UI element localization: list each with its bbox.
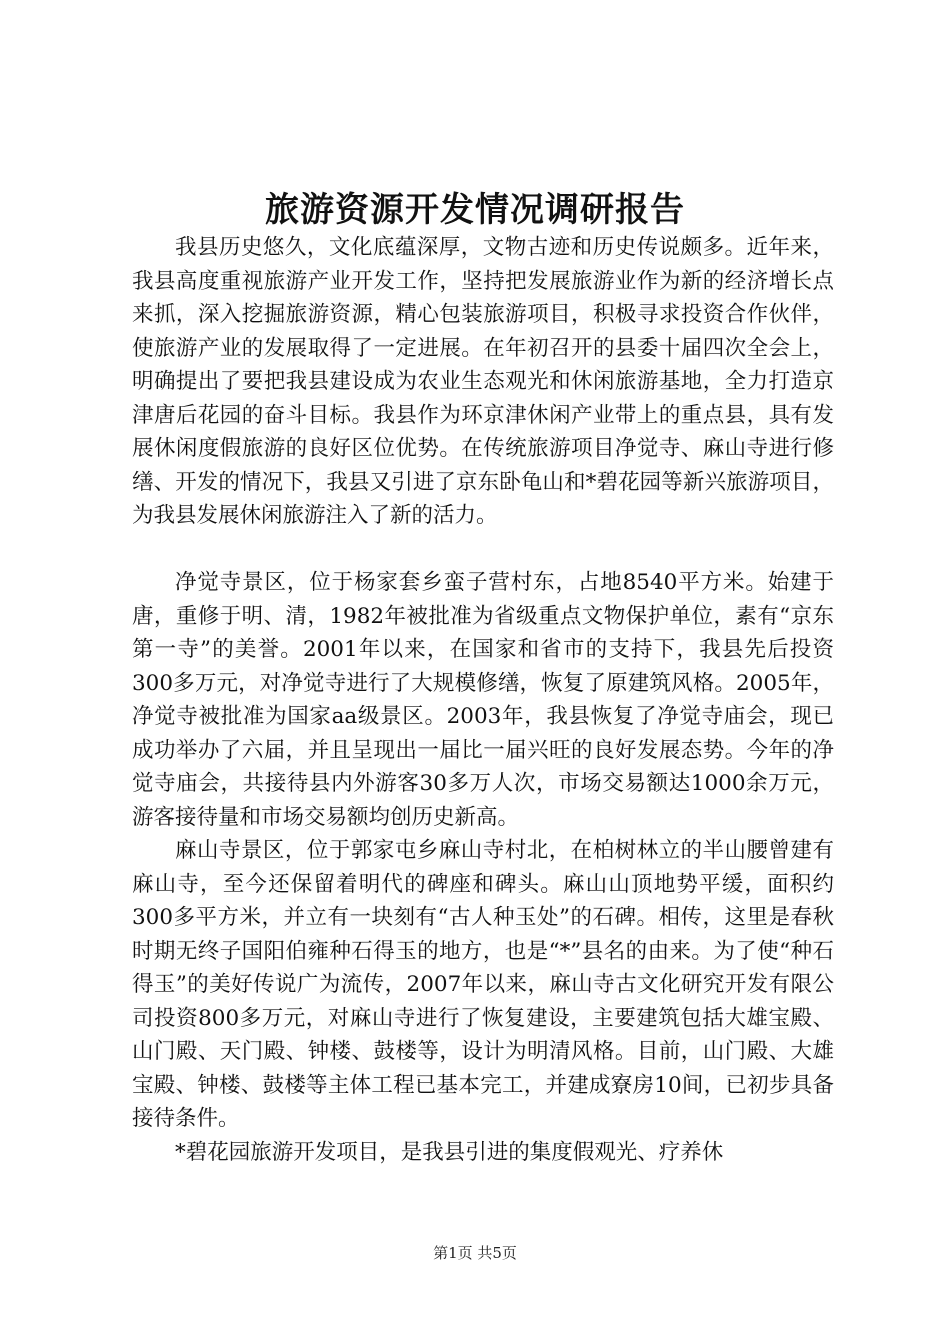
paragraph-mashan-temple: 麻山寺景区，位于郭家屯乡麻山寺村北，在柏树林立的半山腰曾建有麻山寺，至今还保留着明代的碑座和碑头。麻山山顶地势平缓，面积约300多平方米，并立有一块刻有“古人种玉处”的石碑。相传，这里是春秋时期无终子国阳伯雍种石得玉的地方，也是“*”县名的由来。为了使“种石得玉”的美好传说广为流传，2007年以来，麻山寺古文化研究开发有限公司投资800多万元，对麻山寺进行了恢复建设，主要建筑包括大雄宝殿、山门殿、天门殿、钟楼、鼓楼等，设计为明清风格。目前，山门殿、大雄宝殿、钟楼、鼓楼等主体工程已基本完工，并建成寮房10间，已初步具备接待条件。 <box>132 838 834 1131</box>
paragraph-jingjue-temple: 净觉寺景区，位于杨家套乡蛮子营村东，占地8540平方米。始建于唐，重修于明、清，1982年被批准为省级重点文物保护单位，素有“京东第一寺”的美誉。2001年以来，在国家和省市的支持下，我县先后投资300多万元，对净觉寺进行了大规模修缮，恢复了原建筑风格。2005年，净觉寺被批准为国家aa级景区。2003年，我县恢复了净觉寺庙会，现已成功举办了六届，并且呈现出一届比一届兴旺的良好发展态势。今年的净觉寺庙会，共接待县内外游客30多万人次，市场交易额达1000余万元，游客接待量和市场交易额均创历史新高。 <box>132 570 834 830</box>
page-footer: 第1页 共5页 <box>433 1244 517 1262</box>
document-title: 旅游资源开发情况调研报告 <box>265 190 685 230</box>
paragraph-bihua-garden: *碧花园旅游开发项目，是我县引进的集度假观光、疗养休 <box>175 1139 724 1165</box>
document-body <box>132 231 834 1169</box>
paragraph-intro: 我县历史悠久，文化底蕴深厚，文物古迹和历史传说颇多。近年来，我县高度重视旅游产业开发工作，坚持把发展旅游业作为新的经济增长点来抓，深入挖掘旅游资源，精心包装旅游项目，积极寻求投资合作伙伴，使旅游产业的发展取得了一定进展。在年初召开的县委十届四次全会上，明确提出了要把我县建设成为农业生态观光和休闲旅游基地，全力打造京津唐后花园的奋斗目标。我县作为环京津休闲产业带上的重点县，具有发展休闲度假旅游的良好区位优势。在传统旅游项目净觉寺、麻山寺进行修缮、开发的情况下，我县又引进了京东卧龟山和*碧花园等新兴旅游项目，为我县发展休闲旅游注入了新的活力。 <box>132 235 834 528</box>
